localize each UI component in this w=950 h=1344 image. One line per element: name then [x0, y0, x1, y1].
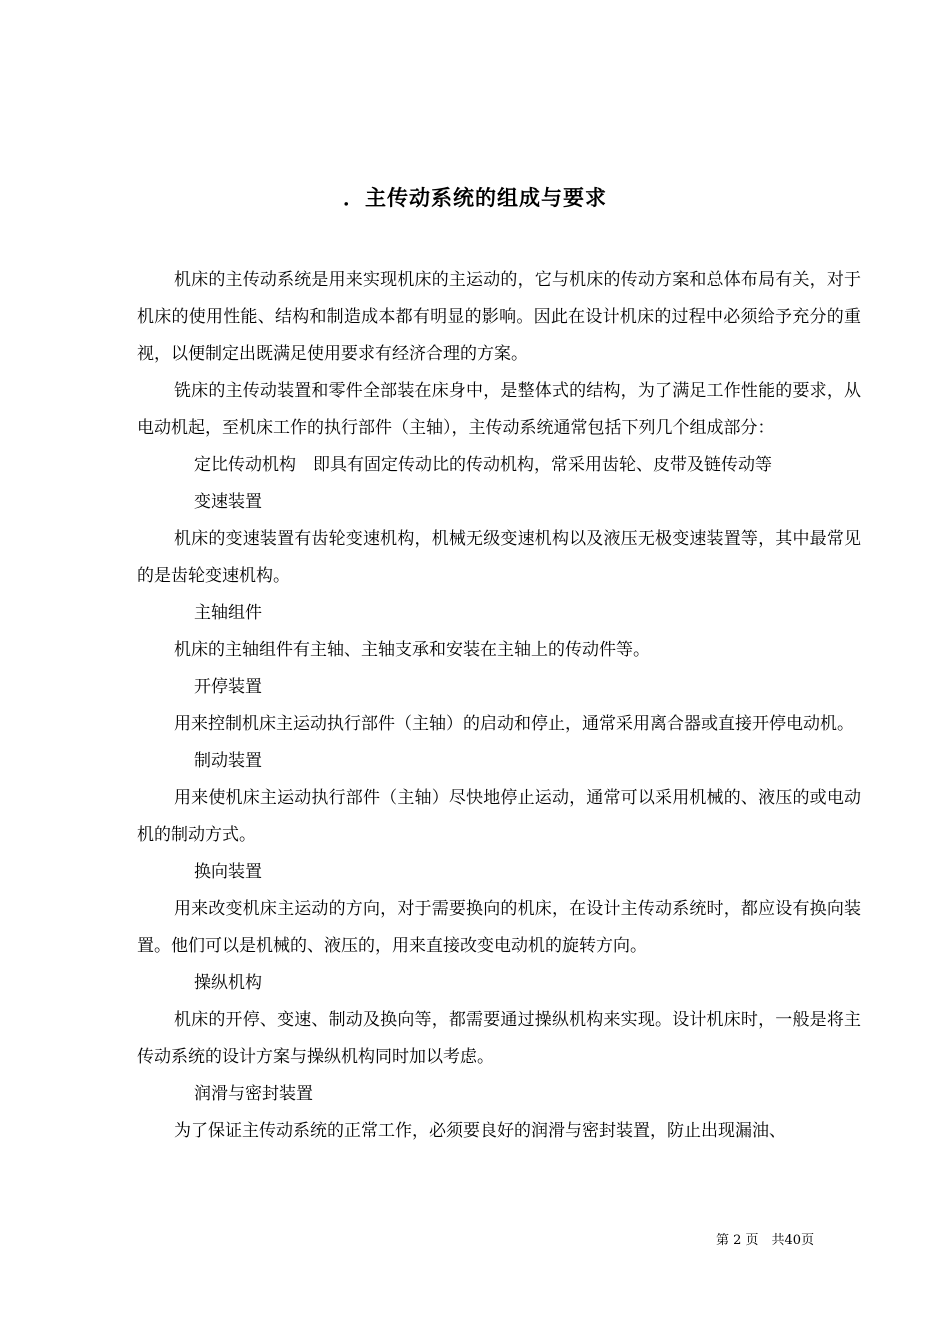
intro-paragraph: 机床的主传动系统是用来实现机床的主运动的，它与机床的传动方案和总体布局有关，对于机床的使用性能、结构和制造成本都有明显的影响。因此在设计机床的过程中必须给予充分的重视，以便制定出既满足使用要求有经济合理的方案。 [137, 270, 861, 364]
subsection-heading: 开停装置 [194, 677, 262, 697]
subsection-text: 为了保证主传动系统的正常工作，必须要良好的润滑与密封装置，防止出现漏油、 [174, 1121, 786, 1141]
subsection-text: 用来使机床主运动执行部件（主轴）尽快地停止运动，通常可以采用机械的、液压的或电动机的制动方式。 [137, 788, 861, 845]
subsection-heading: 变速装置 [194, 492, 262, 512]
subsection-heading: 润滑与密封装置 [194, 1084, 313, 1104]
body-text [137, 262, 861, 1150]
section-title: ．主传动系统的组成与要求 [343, 186, 607, 211]
subsection-text: 用来控制机床主运动执行部件（主轴）的启动和停止，通常采用离合器或直接开停电动机。 [174, 714, 854, 734]
subsection-text: 机床的开停、变速、制动及换向等，都需要通过操纵机构来实现。设计机床时，一般是将主传动系统的设计方案与操纵机构同时加以考虑。 [137, 1010, 861, 1067]
subsection-heading: 定比传动机构 即具有固定传动比的传动机构，常采用齿轮、皮带及链传动等 [194, 455, 772, 475]
subsection-text: 机床的主轴组件有主轴、主轴支承和安装在主轴上的传动件等。 [174, 640, 650, 660]
subsection-heading: 制动装置 [194, 751, 262, 771]
subsection-heading: 主轴组件 [194, 603, 262, 623]
subsection-text: 用来改变机床主运动的方向，对于需要换向的机床，在设计主传动系统时，都应设有换向装置。他们可以是机械的、液压的，用来直接改变电动机的旋转方向。 [137, 899, 861, 956]
subsection-heading: 操纵机构 [194, 973, 262, 993]
page-number: 第 2 页 共40页 [716, 1233, 815, 1248]
subsection-heading: 换向装置 [194, 862, 262, 882]
subsection-text: 机床的变速装置有齿轮变速机构，机械无级变速机构以及液压无极变速装置等，其中最常见的是齿轮变速机构。 [137, 529, 861, 586]
intro-paragraph: 铣床的主传动装置和零件全部装在床身中，是整体式的结构，为了满足工作性能的要求，从电动机起，至机床工作的执行部件（主轴），主传动系统通常包括下列几个组成部分： [137, 381, 861, 438]
